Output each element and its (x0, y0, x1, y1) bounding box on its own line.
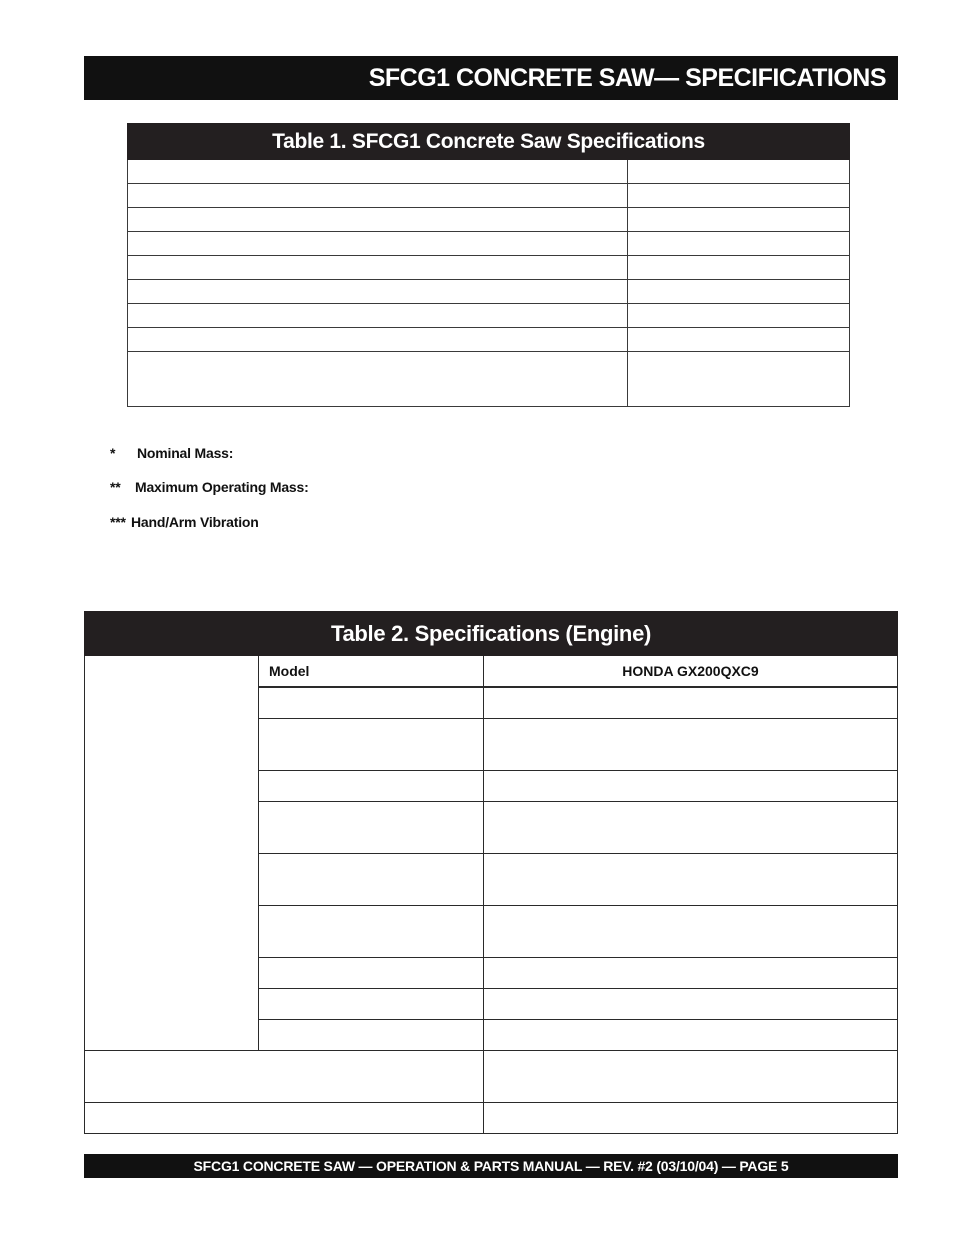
table-row (85, 1051, 898, 1103)
footnote-max-operating-mass: ** Maximum Operating Mass: (110, 479, 309, 495)
table-row (128, 280, 850, 304)
engine-group-cell (85, 656, 259, 1051)
engine-table-title: Table 2. Specifications (Engine) (85, 612, 898, 656)
engine-specifications-table (84, 611, 898, 1134)
model-value: HONDA GX200QXC9 (484, 656, 898, 688)
specifications-table-title: Table 1. SFCG1 Concrete Saw Specifications (128, 124, 850, 160)
table-row (128, 352, 850, 407)
page-title (84, 56, 898, 100)
table-row (128, 304, 850, 328)
page-footer (84, 1154, 898, 1178)
table-row (128, 208, 850, 232)
footnote-hand-arm-vibration: *** Hand/Arm Vibration (110, 514, 259, 530)
footer-text: SFCG1 CONCRETE SAW — OPERATION & PARTS MANUAL — REV. #2 (03/10/04) — PAGE 5 (193, 1158, 789, 1174)
specifications-table (127, 123, 850, 407)
footnote-nominal-mass: * Nominal Mass: (110, 445, 234, 461)
table-row (128, 232, 850, 256)
table-row (128, 184, 850, 208)
model-label: Model (259, 656, 484, 688)
page-title-text: SFCG1 CONCRETE SAW— SPECIFICATIONS (368, 63, 886, 92)
table-row (85, 1103, 898, 1134)
table-row (128, 328, 850, 352)
table-row (128, 256, 850, 280)
table-row (85, 656, 898, 688)
table-row (128, 160, 850, 184)
